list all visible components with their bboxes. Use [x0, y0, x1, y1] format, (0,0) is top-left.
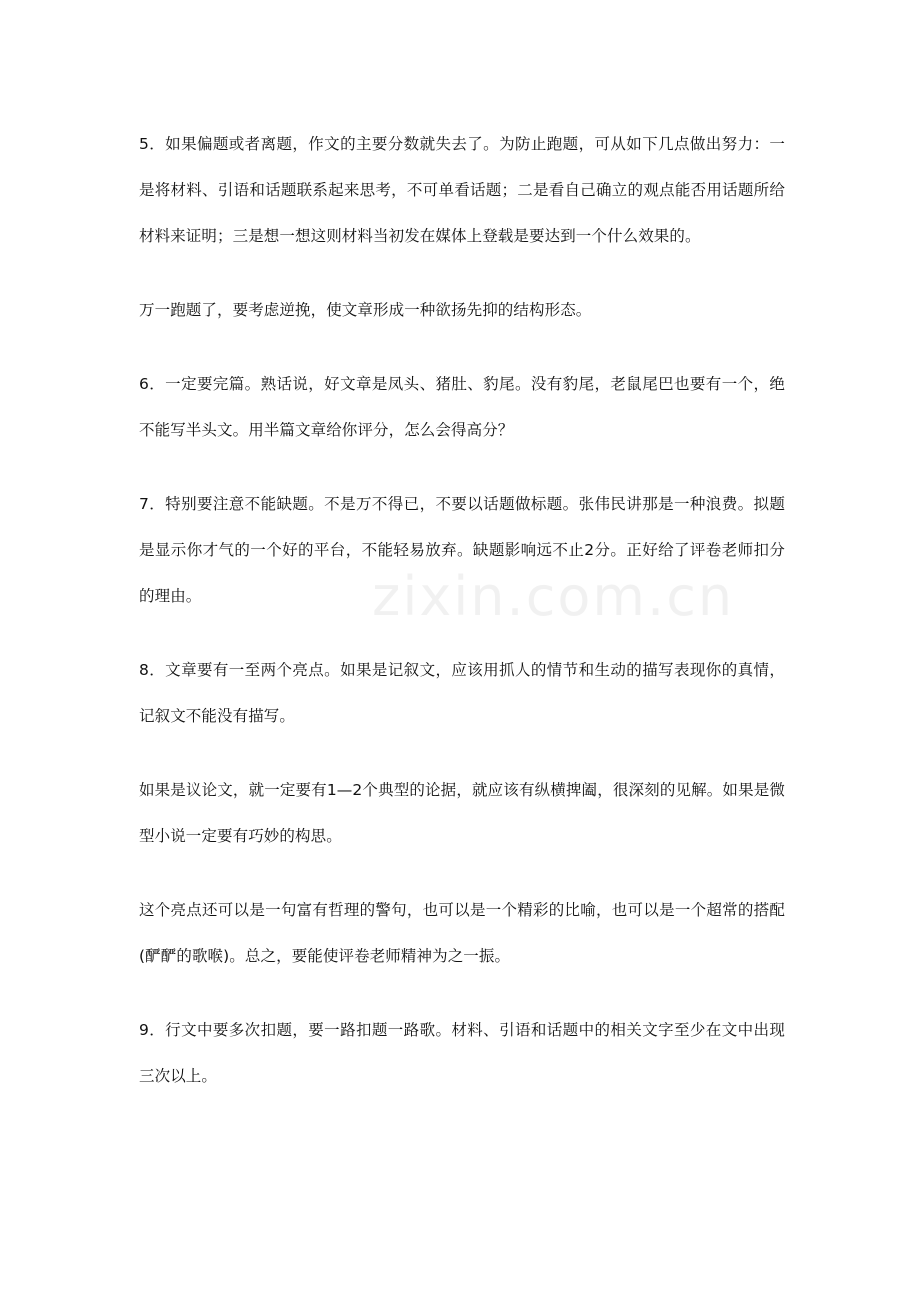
paragraph-point-7: 7．特别要注意不能缺题。不是万不得已，不要以话题做标题。张伟民讲那是一种浪费。拟题是显示你才气的一个好的平台，不能轻易放弃。缺题影响远不止2分。正好给了评卷老师扣分的理由。 — [139, 495, 785, 605]
paragraph-point-9: 9．行文中要多次扣题，要一路扣题一路歌。材料、引语和话题中的相关文字至少在文中出现三次以上。 — [139, 1021, 785, 1085]
paragraph-point-8: 8．文章要有一至两个亮点。如果是记叙文，应该用抓人的情节和生动的描写表现你的真情，记叙文不能没有描写。 — [139, 661, 785, 725]
watermark-text: zixin.com.cn — [372, 565, 735, 628]
paragraph-point-8-argument: 如果是议论文，就一定要有1—2个典型的论据，就应该有纵横捭阖，很深刻的见解。如果是微型小说一定要有巧妙的构思。 — [139, 781, 785, 845]
paragraph-point-8-highlight: 这个亮点还可以是一句富有哲理的警句，也可以是一个精彩的比喻，也可以是一个超常的搭配(酽酽的歌喉)。总之，要能使评卷老师精神为之一振。 — [139, 901, 785, 965]
paragraph-point-5: 5．如果偏题或者离题，作文的主要分数就失去了。为防止跑题，可从如下几点做出努力：一是将材料、引语和话题联系起来思考，不可单看话题；二是看自己确立的观点能否用话题所给材料来证明；三是想一想这则材料当初发在媒体上登载是要达到一个什么效果的。 — [139, 135, 785, 245]
paragraph-point-5-note: 万一跑题了，要考虑逆挽，使文章形成一种欲扬先抑的结构形态。 — [139, 301, 592, 319]
paragraph-point-6: 6．一定要完篇。熟话说，好文章是凤头、猪肚、豹尾。没有豹尾，老鼠尾巴也要有一个，绝不能写半头文。用半篇文章给你评分，怎么会得高分？ — [139, 375, 785, 439]
document-body — [139, 121, 785, 1127]
